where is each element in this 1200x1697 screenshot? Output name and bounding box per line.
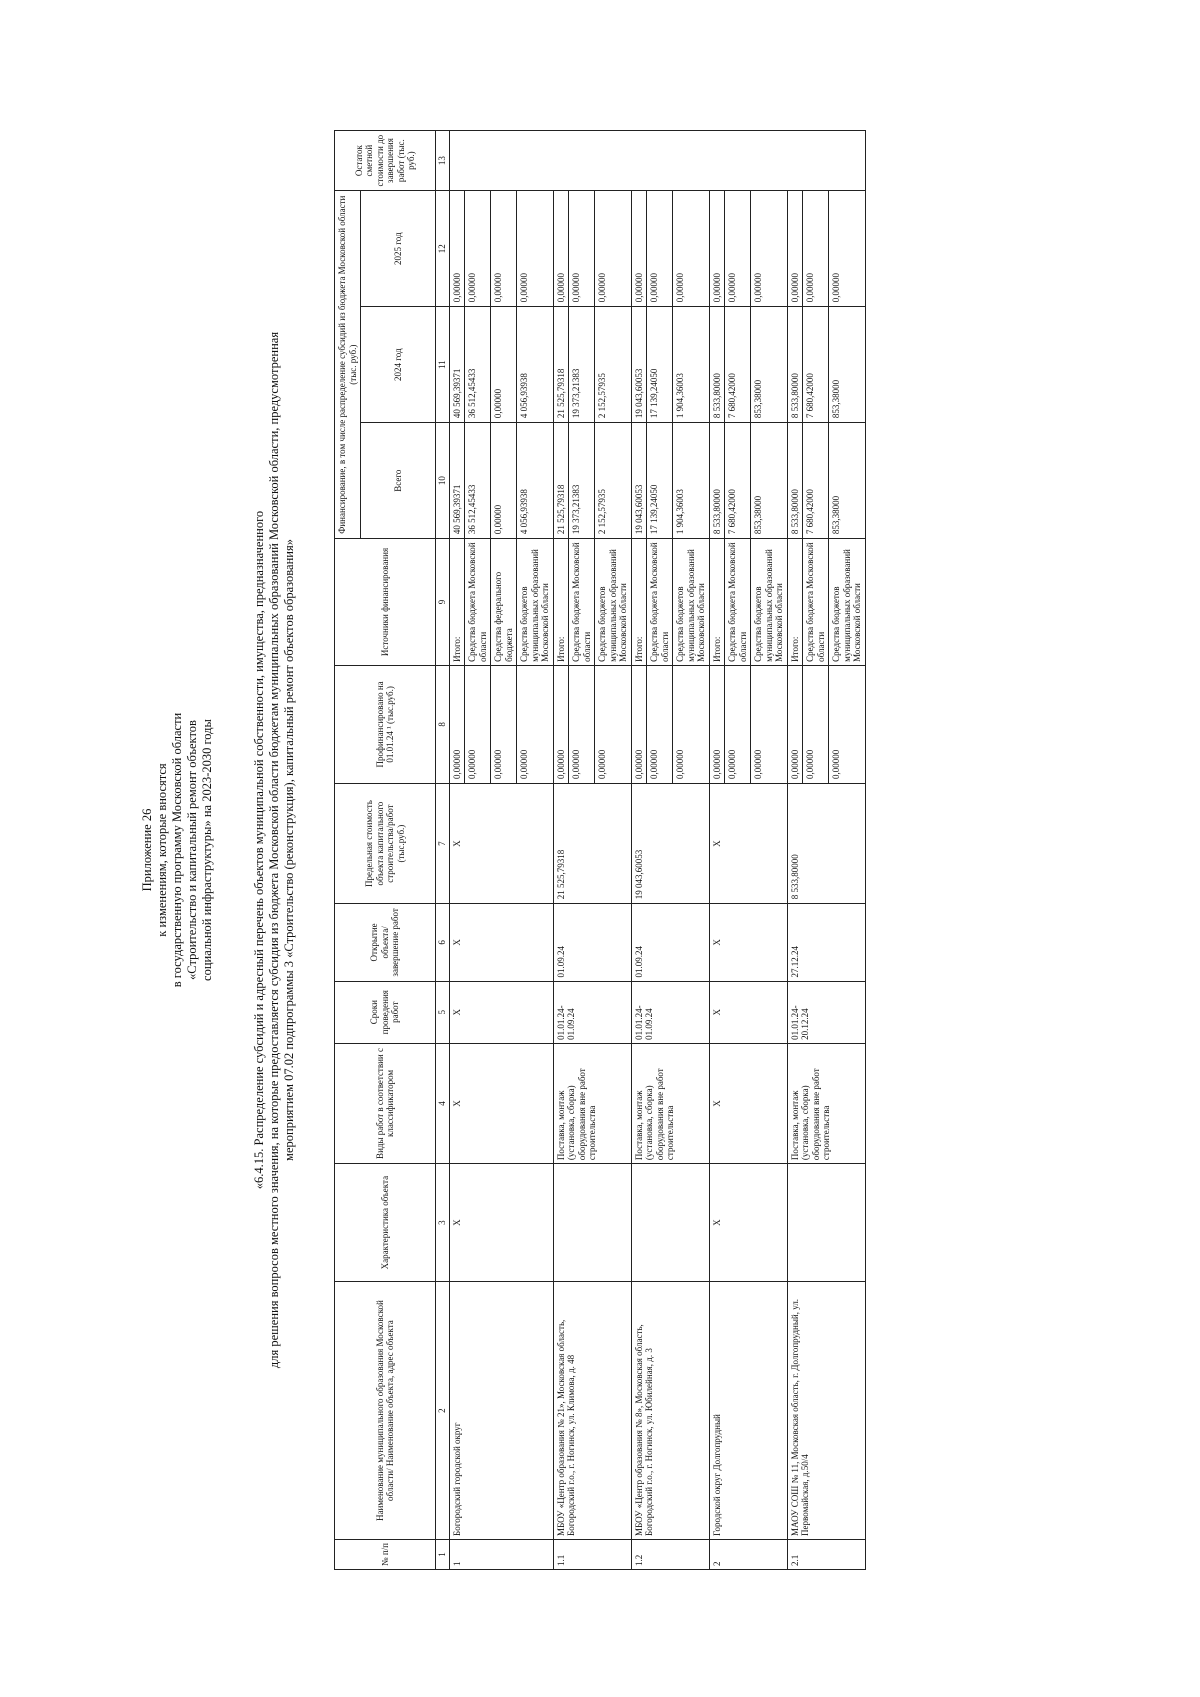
funded-cell: 0,00000 xyxy=(631,665,647,783)
rotated-page xyxy=(132,100,892,1600)
work-type-cell: X xyxy=(449,1043,553,1163)
total-cell: 2 152,57935 xyxy=(595,423,632,539)
column-number-cell: 2 xyxy=(436,1282,450,1540)
appendix-line: к изменениям, которые вносятся xyxy=(155,763,169,937)
total-cell: 19 373,21383 xyxy=(569,423,595,539)
year-2024-cell: 853,38000 xyxy=(829,307,866,423)
header-cell: Остаток сметной стоимости до завершения работ (тыс. руб.) xyxy=(335,131,436,191)
funded-cell: 0,00000 xyxy=(751,665,788,783)
column-number-cell: 6 xyxy=(436,904,450,981)
year-2024-cell: 36 512,45433 xyxy=(465,307,491,423)
column-number-cell: 12 xyxy=(436,191,450,307)
work-type-cell: Поставка, монтаж (установка, сборка) оборудования вне работ строительства xyxy=(631,1043,709,1163)
year-2025-cell: 0,00000 xyxy=(751,191,788,307)
table-row xyxy=(449,131,465,1570)
funded-cell: 0,00000 xyxy=(787,665,803,783)
funded-cell: 0,00000 xyxy=(449,665,465,783)
funding-source-cell: Средства бюджета Московской области xyxy=(647,539,673,666)
funding-source-cell: Средства бюджета Московской области xyxy=(465,539,491,666)
year-2024-cell: 17 139,24050 xyxy=(647,307,673,423)
row-number-cell: 1 xyxy=(449,1539,553,1569)
header-cell: Предельная стоимость объекта капитального строительства/работ (тыс.руб.) xyxy=(335,783,436,903)
heading-line: для решения вопросов местного значения, на которые предоставляется субсидия из бюджета Московской области бюджетам муниципальных образований Московской области, предусмотренная xyxy=(267,331,281,1369)
total-cell: 8 533,80000 xyxy=(787,423,803,539)
year-2024-cell: 19 043,60053 xyxy=(631,307,647,423)
header-cell: Финансирование, в том числе распределение субсидий из бюджета Московской области (тыс. руб.) xyxy=(335,191,361,539)
row-number-cell: 2 xyxy=(709,1539,787,1569)
total-cell: 21 525,79318 xyxy=(553,423,569,539)
funded-cell: 0,00000 xyxy=(465,665,491,783)
opening-date-cell: X xyxy=(709,904,787,981)
year-2025-cell: 0,00000 xyxy=(491,191,517,307)
opening-date-cell: 01.09.24 xyxy=(553,904,631,981)
object-characteristic-cell: X xyxy=(709,1164,787,1282)
column-number-cell: 13 xyxy=(436,131,450,191)
funded-cell: 0,00000 xyxy=(673,665,710,783)
funding-source-cell: Итого: xyxy=(553,539,569,666)
total-cell: 853,38000 xyxy=(751,423,788,539)
object-name-cell: Городской округ Долгопрудный xyxy=(709,1282,787,1540)
year-2025-cell: 0,00000 xyxy=(595,191,632,307)
header-cell: Сроки проведения работ xyxy=(335,981,436,1043)
work-type-cell: Поставка, монтаж (установка, сборка) оборудования вне работ строительства xyxy=(553,1043,631,1163)
year-2025-cell: 0,00000 xyxy=(803,191,829,307)
year-2025-cell: 0,00000 xyxy=(517,191,554,307)
funded-cell: 0,00000 xyxy=(725,665,751,783)
object-characteristic-cell xyxy=(631,1164,709,1282)
year-2025-cell: 0,00000 xyxy=(465,191,491,307)
funding-source-cell: Средства бюджетов муниципальных образований Московской области xyxy=(751,539,788,666)
column-number-cell: 3 xyxy=(436,1164,450,1282)
year-2024-cell: 8 533,80000 xyxy=(787,307,803,423)
column-number-cell: 10 xyxy=(436,423,450,539)
funded-cell: 0,00000 xyxy=(553,665,569,783)
max-cost-cell: 8 533,80000 xyxy=(787,783,865,903)
work-terms-cell: X xyxy=(709,981,787,1043)
column-number-cell: 8 xyxy=(436,665,450,783)
funding-source-cell: Средства бюджетов муниципальных образований Московской области xyxy=(595,539,632,666)
year-2025-cell: 0,00000 xyxy=(647,191,673,307)
header-cell: 2024 год xyxy=(361,307,436,423)
object-name-cell: Богородский городской округ xyxy=(449,1282,553,1540)
heading-line: мероприятием 07.02 подпрограммы 3 «Строительство (реконструкция), капитальный ремонт объектов образования» xyxy=(282,539,296,1161)
header-cell: Характеристика объекта xyxy=(335,1164,436,1282)
appendix-line: Приложение 26 xyxy=(140,808,154,892)
object-characteristic-cell xyxy=(787,1164,865,1282)
column-number-cell: 5 xyxy=(436,981,450,1043)
funding-source-cell: Итого: xyxy=(449,539,465,666)
work-terms-cell: X xyxy=(449,981,553,1043)
column-number-cell: 4 xyxy=(436,1043,450,1163)
header-cell: 2025 год xyxy=(361,191,436,307)
table-wrapper xyxy=(334,130,866,1570)
work-terms-cell: 01.01.24-20.12.24 xyxy=(787,981,865,1043)
year-2025-cell: 0,00000 xyxy=(449,191,465,307)
year-2024-cell: 4 056,93938 xyxy=(517,307,554,423)
table-row xyxy=(787,131,803,1570)
header-cell: Наименование муниципального образования Московской области/ Наименование объекта, адрес объекта xyxy=(335,1282,436,1540)
header-cell: № п/п xyxy=(335,1539,436,1569)
year-2024-cell: 40 569,39371 xyxy=(449,307,465,423)
row-number-cell: 1.2 xyxy=(631,1539,709,1569)
column-number-cell: 11 xyxy=(436,307,450,423)
total-cell: 7 680,42000 xyxy=(725,423,751,539)
funded-cell: 0,00000 xyxy=(647,665,673,783)
appendix-note xyxy=(140,100,215,1600)
table-row xyxy=(709,131,725,1570)
opening-date-cell: 01.09.24 xyxy=(631,904,709,981)
year-2025-cell: 0,00000 xyxy=(569,191,595,307)
remaining-cost-cell xyxy=(449,131,865,191)
appendix-line: в государственную программу Московской области xyxy=(170,712,184,988)
funding-source-cell: Средства бюджета Московской области xyxy=(569,539,595,666)
header-row xyxy=(335,131,361,1570)
funded-cell: 0,00000 xyxy=(517,665,554,783)
funded-cell: 0,00000 xyxy=(803,665,829,783)
row-number-cell: 1.1 xyxy=(553,1539,631,1569)
object-name-cell: МБОУ «Центр образования № 8», Московская область, Богородский г.о., г. Ногинск, ул. Юбилейная, д. 3 xyxy=(631,1282,709,1540)
object-name-cell: МАОУ СОШ № 11, Московская область, г. Долгопрудный, ул. Первомайская, д.50/4 xyxy=(787,1282,865,1540)
total-cell: 4 056,93938 xyxy=(517,423,554,539)
object-characteristic-cell: X xyxy=(449,1164,553,1282)
work-terms-cell: 01.01.24-01.09.24 xyxy=(631,981,709,1043)
row-number-cell: 2.1 xyxy=(787,1539,865,1569)
table-body xyxy=(449,131,865,1570)
funding-source-cell: Средства бюджета Московской области xyxy=(725,539,751,666)
header-cell: Всего xyxy=(361,423,436,539)
total-cell: 17 139,24050 xyxy=(647,423,673,539)
table-row xyxy=(631,131,647,1570)
funding-source-cell: Средства бюджетов муниципальных образований Московской области xyxy=(517,539,554,666)
max-cost-cell: 21 525,79318 xyxy=(553,783,631,903)
column-number-cell: 1 xyxy=(436,1539,450,1569)
max-cost-cell: 19 043,60053 xyxy=(631,783,709,903)
header-cell: Источники финансирования xyxy=(335,539,436,666)
funded-cell: 0,00000 xyxy=(709,665,725,783)
column-number-row xyxy=(436,131,450,1570)
year-2024-cell: 2 152,57935 xyxy=(595,307,632,423)
total-cell: 8 533,80000 xyxy=(709,423,725,539)
section-heading xyxy=(252,100,297,1600)
year-2025-cell: 0,00000 xyxy=(673,191,710,307)
header-cell: Профинансировано на 01.01.24 ¹ (тыс.руб.) xyxy=(335,665,436,783)
funding-source-cell: Средства бюджетов муниципальных образований Московской области xyxy=(673,539,710,666)
year-2024-cell: 7 680,42000 xyxy=(803,307,829,423)
year-2025-cell: 0,00000 xyxy=(553,191,569,307)
heading-line: «6.4.15. Распределение субсидий и адресный перечень объектов муниципальной собственности, имущества, предназначенного xyxy=(252,510,266,1190)
appendix-line: социальной инфраструктуры» на 2023-2030 годы xyxy=(200,719,214,981)
year-2024-cell: 8 533,80000 xyxy=(709,307,725,423)
year-2025-cell: 0,00000 xyxy=(709,191,725,307)
year-2024-cell: 853,38000 xyxy=(751,307,788,423)
max-cost-cell: X xyxy=(709,783,787,903)
work-type-cell: X xyxy=(709,1043,787,1163)
total-cell: 40 569,39371 xyxy=(449,423,465,539)
year-2024-cell: 0,00000 xyxy=(491,307,517,423)
work-terms-cell: 01.01.24-01.09.24 xyxy=(553,981,631,1043)
funded-cell: 0,00000 xyxy=(569,665,595,783)
funded-cell: 0,00000 xyxy=(829,665,866,783)
funding-source-cell: Итого: xyxy=(631,539,647,666)
opening-date-cell: 27.12.24 xyxy=(787,904,865,981)
funding-source-cell: Средства бюджетов муниципальных образований Московской области xyxy=(829,539,866,666)
funding-source-cell: Итого: xyxy=(787,539,803,666)
year-2025-cell: 0,00000 xyxy=(829,191,866,307)
funding-source-cell: Средства федерального бюджета xyxy=(491,539,517,666)
year-2025-cell: 0,00000 xyxy=(787,191,803,307)
table-row xyxy=(553,131,569,1570)
header-cell: Виды работ в соответствии с классификатором xyxy=(335,1043,436,1163)
max-cost-cell: X xyxy=(449,783,553,903)
year-2025-cell: 0,00000 xyxy=(725,191,751,307)
total-cell: 36 512,45433 xyxy=(465,423,491,539)
year-2025-cell: 0,00000 xyxy=(631,191,647,307)
work-type-cell: Поставка, монтаж (установка, сборка) оборудования вне работ строительства xyxy=(787,1043,865,1163)
year-2024-cell: 7 680,42000 xyxy=(725,307,751,423)
total-cell: 1 904,36003 xyxy=(673,423,710,539)
funding-source-cell: Средства бюджета Московской области xyxy=(803,539,829,666)
total-cell: 19 043,60053 xyxy=(631,423,647,539)
opening-date-cell: X xyxy=(449,904,553,981)
year-2024-cell: 19 373,21383 xyxy=(569,307,595,423)
total-cell: 853,38000 xyxy=(829,423,866,539)
funding-source-cell: Итого: xyxy=(709,539,725,666)
funded-cell: 0,00000 xyxy=(595,665,632,783)
column-number-cell: 7 xyxy=(436,783,450,903)
column-number-cell: 9 xyxy=(436,539,450,666)
object-characteristic-cell xyxy=(553,1164,631,1282)
year-2024-cell: 21 525,79318 xyxy=(553,307,569,423)
year-2024-cell: 1 904,36003 xyxy=(673,307,710,423)
subsidy-table xyxy=(334,130,866,1570)
total-cell: 0,00000 xyxy=(491,423,517,539)
funded-cell: 0,00000 xyxy=(491,665,517,783)
object-name-cell: МБОУ «Центр образования № 21», Московская область, Богородский г.о., г. Ногинск, ул. Климова, д. 48 xyxy=(553,1282,631,1540)
appendix-line: «Строительство и капитальный ремонт объектов xyxy=(185,720,199,980)
total-cell: 7 680,42000 xyxy=(803,423,829,539)
header-cell: Открытие объекта/ завершение работ xyxy=(335,904,436,981)
